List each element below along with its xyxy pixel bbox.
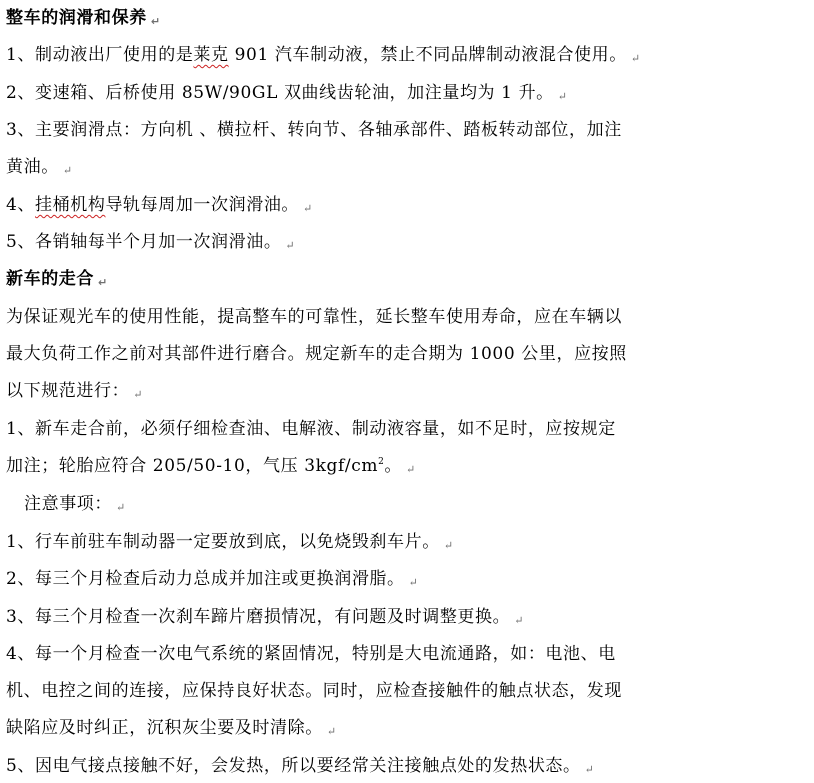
item-text: 5、因电气接点接触不好，会发热，所以要经常关注接触点处的发热状态。 xyxy=(6,756,581,776)
item-text: 3、每三个月检查一次刹车蹄片磨损情况，有问题及时调整更换。 xyxy=(6,607,511,627)
item-text: 导轨每周加一次润滑油。 xyxy=(105,195,300,215)
paragraph-mark-icon: ↵ xyxy=(408,576,418,589)
paragraph-mark-icon: ↵ xyxy=(514,614,524,627)
list-item-line xyxy=(6,454,415,482)
item-text: 机、电控之间的连接，应保持良好状态。同时，应检查接触件的触点状态，发现 xyxy=(6,681,622,701)
paragraph-mark-icon: ↵ xyxy=(557,90,567,103)
intro-line xyxy=(6,305,622,329)
item-text: 加注；轮胎应符合 205/50-10，气压 3kgf/cm xyxy=(6,456,379,476)
note-item xyxy=(6,754,594,782)
section-title-lubrication xyxy=(6,6,160,34)
list-item-line xyxy=(6,417,616,441)
body-text: 为保证观光车的使用性能，提高整车的可靠性，延长整车使用寿命，应在车辆以 xyxy=(6,307,622,327)
item-text: 3、主要润滑点：方向机 、横拉杆、转向节、各轴承部件、踏板转动部位，加注 xyxy=(6,120,622,140)
list-item-line xyxy=(6,118,622,142)
item-text: 2、每三个月检查后动力总成并加注或更换润滑脂。 xyxy=(6,569,405,589)
item-text: 1、新车走合前，必须仔细检查油、电解液、制动液容量，如不足时，应按规定 xyxy=(6,419,616,439)
item-text: 2、变速箱、后桥使用 85W/90GL 双曲线齿轮油，加注量均为 1 升。 xyxy=(6,83,554,103)
paragraph-mark-icon: ↵ xyxy=(150,15,161,28)
heading-text: 新车的走合 xyxy=(6,269,94,289)
note-item xyxy=(6,567,418,595)
paragraph-mark-icon: ↵ xyxy=(303,202,313,215)
item-text: 4、 xyxy=(6,195,36,215)
list-item xyxy=(6,193,312,221)
item-text: 黄油。 xyxy=(6,157,59,177)
note-item-line xyxy=(6,642,616,666)
note-item xyxy=(6,605,523,633)
note-item xyxy=(6,530,453,558)
list-item-line xyxy=(6,155,72,183)
intro-line xyxy=(6,342,627,366)
item-text: 1、行车前驻车制动器一定要放到底，以免烧毁刹车片。 xyxy=(6,532,440,552)
paragraph-mark-icon: ↵ xyxy=(326,725,337,738)
paragraph-mark-icon: ↵ xyxy=(630,52,641,65)
paragraph-mark-icon: ↵ xyxy=(406,463,416,476)
paragraph-mark-icon: ↵ xyxy=(443,539,454,552)
item-text: 1、制动液出厂使用的是 xyxy=(6,45,194,65)
list-item xyxy=(6,43,640,71)
spellcheck-flagged-word: 莱克 xyxy=(193,45,229,65)
list-item xyxy=(6,230,295,258)
item-text: 缺陷应及时纠正，沉积灰尘要及时清除。 xyxy=(6,718,323,738)
section-title-break-in xyxy=(6,267,107,295)
notes-title-text: 注意事项： xyxy=(24,494,112,514)
item-text: 4、每一个月检查一次电气系统的紧固情况，特别是大电流通路，如：电池、电 xyxy=(6,644,616,664)
paragraph-mark-icon: ↵ xyxy=(98,276,108,289)
paragraph-mark-icon: ↵ xyxy=(62,164,73,177)
body-text: 最大负荷工作之前对其部件进行磨合。规定新车的走合期为 1000 公里，应按照 xyxy=(6,344,627,364)
notes-title xyxy=(24,492,125,520)
item-text: 。 xyxy=(384,456,402,476)
superscript-exponent: 2 xyxy=(378,457,385,467)
list-item xyxy=(6,81,567,109)
heading-text: 整车的润滑和保养 xyxy=(6,8,147,28)
intro-line xyxy=(6,379,142,407)
paragraph-mark-icon: ↵ xyxy=(285,239,295,252)
item-text: 901 汽车制动液，禁止不同品牌制动液混合使用。 xyxy=(228,45,627,65)
item-text: 5、各销轴每半个月加一次润滑油。 xyxy=(6,232,282,252)
note-item-line xyxy=(6,716,336,744)
paragraph-mark-icon: ↵ xyxy=(584,763,594,776)
note-item-line xyxy=(6,679,622,703)
body-text: 以下规范进行： xyxy=(6,381,130,401)
paragraph-mark-icon: ↵ xyxy=(116,501,126,514)
spellcheck-flagged-word: 挂桶机构 xyxy=(35,195,106,215)
paragraph-mark-icon: ↵ xyxy=(133,388,143,401)
